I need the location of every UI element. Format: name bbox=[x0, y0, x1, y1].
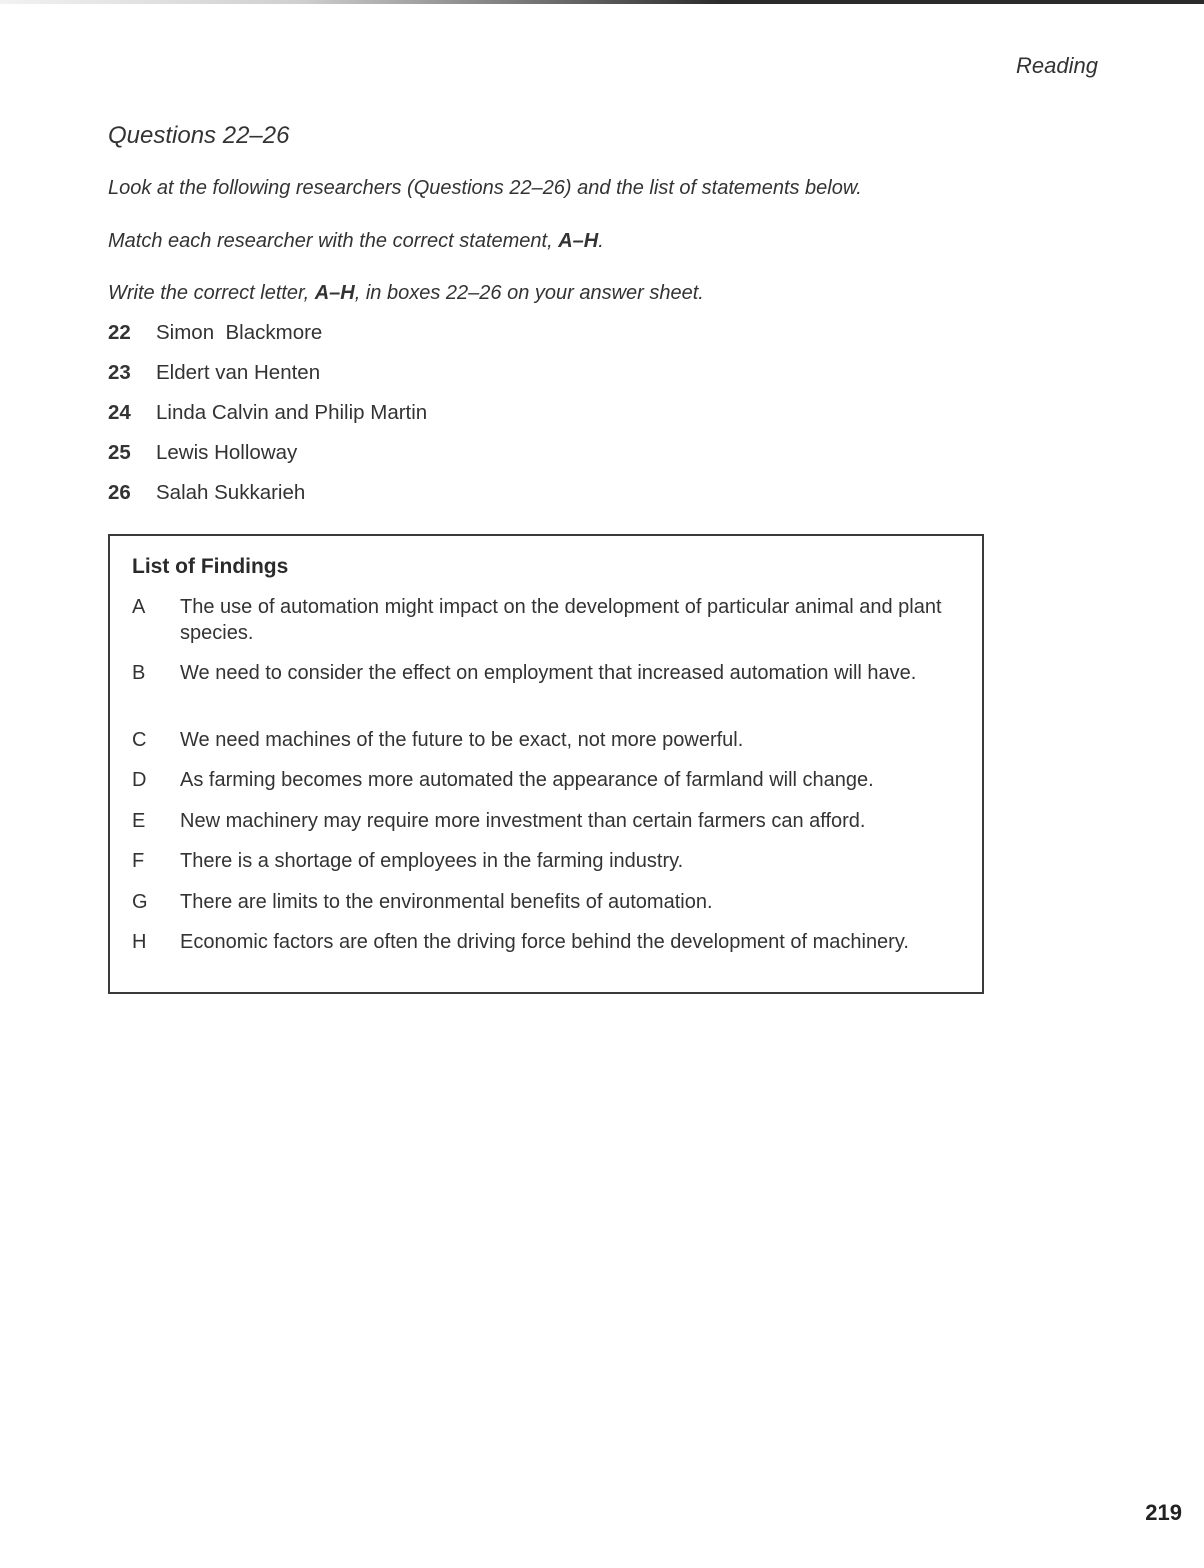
finding-item-d bbox=[132, 767, 972, 793]
researcher-item bbox=[108, 321, 427, 361]
finding-text: There is a shortage of employees in the farming industry. bbox=[180, 850, 684, 872]
findings-box bbox=[108, 534, 984, 994]
findings-title: List of Findings bbox=[132, 555, 289, 578]
finding-letter: F bbox=[132, 850, 145, 872]
finding-letter: G bbox=[132, 891, 148, 913]
instruction-text: Look at the following researchers (Questions 22–26) and the list of statements below. bbox=[108, 177, 862, 199]
researcher-item bbox=[108, 441, 427, 481]
question-number: 26 bbox=[108, 481, 131, 504]
finding-item-c bbox=[132, 727, 972, 753]
researcher-name: Eldert van Henten bbox=[156, 361, 321, 384]
researcher-list bbox=[108, 321, 427, 521]
finding-text: The use of automation might impact on the development of particular animal and plant species. bbox=[180, 596, 942, 644]
instruction-bold-range: A–H bbox=[558, 230, 599, 252]
finding-letter: B bbox=[132, 662, 146, 684]
questions-heading: Questions 22–26 bbox=[108, 122, 290, 149]
finding-letter: D bbox=[132, 769, 147, 791]
question-number: 25 bbox=[108, 441, 131, 464]
instruction-bold-range: A–H bbox=[314, 282, 355, 304]
finding-item-h bbox=[132, 929, 972, 955]
finding-letter: H bbox=[132, 931, 147, 953]
finding-text: We need to consider the effect on employment that increased automation will have. bbox=[180, 662, 917, 684]
instruction-line bbox=[108, 177, 862, 200]
top-rule bbox=[0, 0, 1204, 4]
page-number: 219 bbox=[1145, 1500, 1182, 1525]
finding-item-g bbox=[132, 889, 972, 915]
finding-text: There are limits to the environmental benefits of automation. bbox=[180, 891, 713, 913]
instruction-text: . bbox=[598, 230, 604, 252]
finding-text: As farming becomes more automated the appearance of farmland will change. bbox=[180, 769, 874, 791]
researcher-item bbox=[108, 401, 427, 441]
researcher-name: Lewis Holloway bbox=[156, 441, 298, 464]
researcher-name: Simon Blackmore bbox=[156, 321, 323, 344]
finding-letter: C bbox=[132, 729, 147, 751]
finding-item-f bbox=[132, 848, 972, 874]
finding-item-b bbox=[132, 660, 972, 686]
finding-text: We need machines of the future to be exact, not more powerful. bbox=[180, 729, 744, 751]
finding-letter: A bbox=[132, 596, 146, 618]
section-header: Reading bbox=[1016, 53, 1098, 78]
researcher-name: Salah Sukkarieh bbox=[156, 481, 306, 504]
researcher-name: Linda Calvin and Philip Martin bbox=[156, 401, 428, 424]
instruction-text: Match each researcher with the correct statement, bbox=[108, 230, 559, 252]
finding-letter: E bbox=[132, 810, 146, 832]
finding-item-e bbox=[132, 808, 972, 834]
instruction-text: , in boxes 22–26 on your answer sheet. bbox=[354, 282, 704, 304]
question-number: 24 bbox=[108, 401, 131, 424]
researcher-item bbox=[108, 361, 427, 401]
finding-item-a bbox=[132, 594, 972, 646]
finding-text: New machinery may require more investment than certain farmers can afford. bbox=[180, 810, 866, 832]
instruction-line bbox=[108, 230, 604, 253]
question-number: 22 bbox=[108, 321, 131, 344]
finding-text: Economic factors are often the driving force behind the development of machinery. bbox=[180, 931, 909, 953]
instruction-text: Write the correct letter, bbox=[108, 282, 315, 304]
question-number: 23 bbox=[108, 361, 131, 384]
researcher-item bbox=[108, 481, 427, 521]
instruction-line bbox=[108, 282, 704, 305]
